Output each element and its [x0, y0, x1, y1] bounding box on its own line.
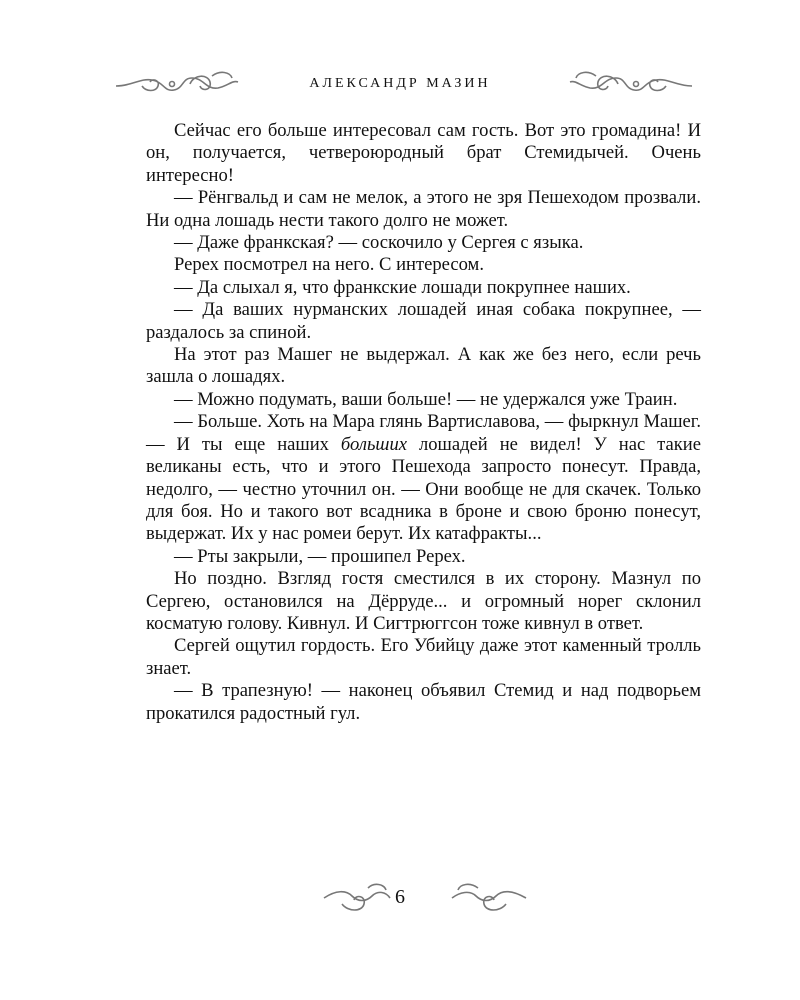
paragraph: — Да слыхал я, что франкские лошади покрупнее наших.	[174, 276, 631, 298]
paragraph: — В трапезную! — наконец объявил Стемид и над подворьем прокатился радостный гул.	[146, 680, 701, 724]
paragraph: — Рты закрыли, — прошипел Ререх.	[174, 545, 466, 567]
footer-right-ornament-icon	[448, 880, 528, 916]
left-flourish-ornament-icon	[112, 66, 242, 100]
footer-left-ornament-icon	[322, 880, 392, 916]
body-text	[146, 120, 701, 725]
paragraph: На этот раз Машег не выдержал. А как же без него, если речь зашла о лошадях.	[146, 344, 701, 388]
page-footer	[0, 880, 800, 920]
paragraph: Но поздно. Взгляд гостя сместился в их сторону. Мазнул по Сергею, остановился на Дёрруде... и огромный норег склонил косматую голову. Кивнул. И Сигтрюггсон тоже кивнул в ответ.	[146, 568, 701, 634]
right-flourish-ornament-icon	[566, 66, 696, 100]
running-head-author: АЛЕКСАНДР МАЗИН	[309, 76, 491, 91]
paragraph: Ререх посмотрел на него. С интересом.	[174, 254, 484, 276]
paragraph: — Даже франкская? — соскочило у Сергея с языка.	[174, 232, 584, 254]
italic-emphasis: больших	[340, 433, 408, 455]
paragraph: Сергей ощутил гордость. Его Убийцу даже этот каменный тролль знает.	[146, 635, 701, 679]
paragraph: — Да ваших нурманских лошадей иная собака покрупнее, — раздалось за спиной.	[146, 299, 701, 343]
page-header	[0, 66, 800, 106]
paragraph: — Рёнгвальд и сам не мелок, а этого не зря Пешеходом прозвали. Ни одна лошадь нести такого долго не может.	[146, 187, 701, 231]
text-run: — Больше. Хоть на Мара глянь Вартиславова, — фыркнул Машег. — И ты еще наших	[146, 411, 701, 455]
paragraph: Сейчас его больше интересовал сам гость. Вот это громадина! И он, получается, четвероюродный брат Стемидычей. Очень интересно!	[146, 120, 701, 186]
page-number: 6	[395, 886, 405, 908]
paragraph: — Можно подумать, ваши больше! — не удержался уже Траин.	[174, 388, 678, 410]
text-run: лошадей не видел! У нас такие великаны есть, что и этого Пешехода запросто понесут. Правда, недолго, — честно уточнил он. — Они вообще не для скачек. Только для боя. Но и такого вот всадника в броне и свою броню понесут, выдержат. Их у нас ромеи берут. Их катафракты...	[146, 433, 702, 545]
paragraph	[146, 411, 701, 545]
